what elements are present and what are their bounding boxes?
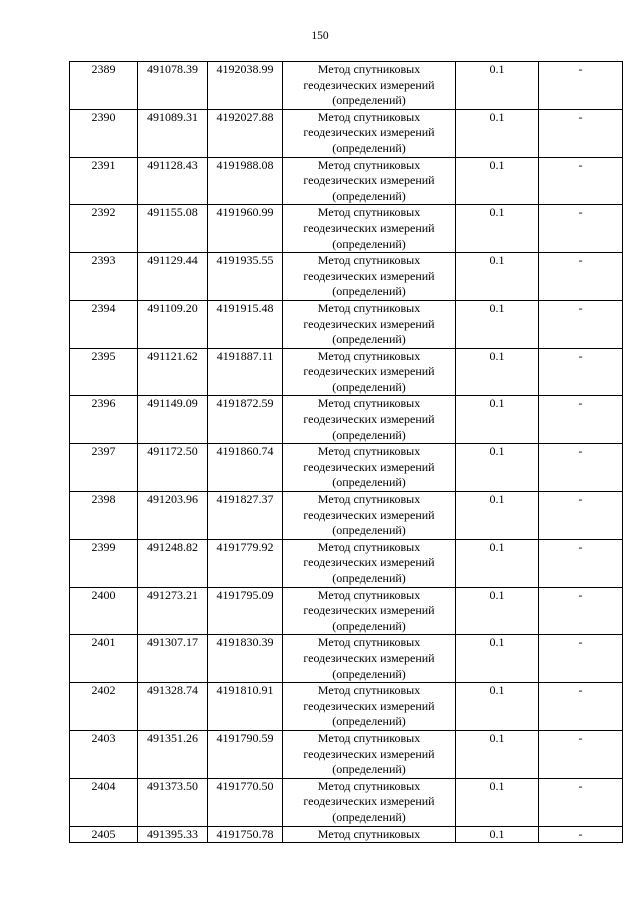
coordinate-x-cell: 491395.33 — [138, 826, 208, 843]
method-cell — [283, 205, 456, 253]
method-line: Метод спутниковых — [317, 826, 421, 841]
table-row — [70, 492, 623, 540]
method-line: Метод спутниковых — [317, 157, 421, 172]
method-line: Метод спутниковых — [317, 300, 421, 315]
description-cell: - — [539, 348, 623, 396]
accuracy-cell: 0.1 — [456, 587, 539, 635]
point-number-cell: 2395 — [70, 348, 138, 396]
description-cell: - — [539, 205, 623, 253]
coordinate-y-cell: 4191827.37 — [208, 492, 283, 540]
method-cell — [283, 157, 456, 205]
accuracy-cell: 0.1 — [456, 109, 539, 157]
description-cell: - — [539, 683, 623, 731]
method-line: Метод спутниковых — [317, 444, 421, 459]
coordinate-x-cell: 491149.09 — [138, 396, 208, 444]
coordinate-x-cell: 491129.44 — [138, 253, 208, 301]
method-line: Метод спутниковых — [317, 778, 421, 793]
point-number-cell: 2392 — [70, 205, 138, 253]
table-row — [70, 62, 623, 110]
method-line: Метод спутниковых — [317, 396, 421, 411]
accuracy-cell: 0.1 — [456, 683, 539, 731]
method-line: (определений) — [332, 666, 406, 681]
method-line: (определений) — [332, 762, 406, 777]
method-line: Метод спутниковых — [317, 683, 421, 698]
coordinate-y-cell: 4191795.09 — [208, 587, 283, 635]
point-number-cell: 2403 — [70, 730, 138, 778]
table-row — [70, 444, 623, 492]
description-cell: - — [539, 778, 623, 826]
coordinate-x-cell: 491078.39 — [138, 62, 208, 110]
coordinate-x-cell: 491351.26 — [138, 730, 208, 778]
table-row — [70, 348, 623, 396]
coordinate-y-cell: 4192027.88 — [208, 109, 283, 157]
method-cell — [283, 826, 456, 843]
description-cell: - — [539, 635, 623, 683]
coordinate-x-cell: 491248.82 — [138, 539, 208, 587]
method-line: геодезических измерений — [303, 316, 435, 331]
accuracy-cell: 0.1 — [456, 444, 539, 492]
method-line: (определений) — [332, 379, 406, 394]
method-line: геодезических измерений — [303, 507, 435, 522]
method-line: Метод спутниковых — [317, 730, 421, 745]
accuracy-cell: 0.1 — [456, 635, 539, 683]
method-cell — [283, 778, 456, 826]
method-cell — [283, 300, 456, 348]
accuracy-cell: 0.1 — [456, 778, 539, 826]
coordinate-y-cell: 4191779.92 — [208, 539, 283, 587]
point-number-cell: 2393 — [70, 253, 138, 301]
coordinates-table-body — [70, 62, 623, 843]
point-number-cell: 2389 — [70, 62, 138, 110]
table-row — [70, 539, 623, 587]
coordinate-y-cell: 4191872.59 — [208, 396, 283, 444]
point-number-cell: 2399 — [70, 539, 138, 587]
point-number-cell: 2397 — [70, 444, 138, 492]
description-cell: - — [539, 62, 623, 110]
point-number-cell: 2404 — [70, 778, 138, 826]
table-row — [70, 683, 623, 731]
coordinate-x-cell: 491128.43 — [138, 157, 208, 205]
method-line: геодезических измерений — [303, 459, 435, 474]
method-cell — [283, 348, 456, 396]
method-line: Метод спутниковых — [317, 635, 421, 650]
point-number-cell: 2396 — [70, 396, 138, 444]
method-line: (определений) — [332, 188, 406, 203]
point-number-cell: 2394 — [70, 300, 138, 348]
method-line: (определений) — [332, 140, 406, 155]
coordinate-x-cell: 491307.17 — [138, 635, 208, 683]
table-row — [70, 253, 623, 301]
method-cell — [283, 730, 456, 778]
method-line: геодезических измерений — [303, 77, 435, 92]
coordinate-y-cell: 4191810.91 — [208, 683, 283, 731]
table-row — [70, 300, 623, 348]
description-cell: - — [539, 109, 623, 157]
coordinate-y-cell: 4191887.11 — [208, 348, 283, 396]
accuracy-cell: 0.1 — [456, 492, 539, 540]
method-line: геодезических измерений — [303, 698, 435, 713]
method-line: геодезических измерений — [303, 650, 435, 665]
coordinate-y-cell: 4191830.39 — [208, 635, 283, 683]
coordinate-y-cell: 4191915.48 — [208, 300, 283, 348]
method-line: Метод спутниковых — [317, 253, 421, 268]
description-cell: - — [539, 539, 623, 587]
method-line: геодезических измерений — [303, 412, 435, 427]
coordinate-y-cell: 4191790.59 — [208, 730, 283, 778]
method-line: геодезических измерений — [303, 746, 435, 761]
coordinate-x-cell: 491121.62 — [138, 348, 208, 396]
method-line: (определений) — [332, 618, 406, 633]
method-line: (определений) — [332, 809, 406, 824]
coordinate-y-cell: 4191750.78 — [208, 826, 283, 843]
method-line: Метод спутниковых — [317, 348, 421, 363]
method-line: (определений) — [332, 475, 406, 490]
description-cell: - — [539, 444, 623, 492]
accuracy-cell: 0.1 — [456, 730, 539, 778]
method-cell — [283, 587, 456, 635]
method-line: (определений) — [332, 714, 406, 729]
method-line: Метод спутниковых — [317, 587, 421, 602]
method-line: (определений) — [332, 571, 406, 585]
coordinate-x-cell: 491273.21 — [138, 587, 208, 635]
table-row — [70, 396, 623, 444]
description-cell: - — [539, 300, 623, 348]
coordinate-x-cell: 491109.20 — [138, 300, 208, 348]
method-line: Метод спутниковых — [317, 62, 421, 76]
accuracy-cell: 0.1 — [456, 62, 539, 110]
method-cell — [283, 109, 456, 157]
page-number: 150 — [311, 30, 329, 42]
method-cell — [283, 635, 456, 683]
table-row — [70, 730, 623, 778]
method-line: Метод спутниковых — [317, 109, 421, 124]
method-line: (определений) — [332, 93, 406, 108]
description-cell: - — [539, 826, 623, 843]
point-number-cell: 2391 — [70, 157, 138, 205]
method-line: (определений) — [332, 284, 406, 299]
method-line: геодезических измерений — [303, 364, 435, 379]
method-cell — [283, 396, 456, 444]
method-cell — [283, 62, 456, 110]
coordinate-y-cell: 4191960.99 — [208, 205, 283, 253]
coordinate-y-cell: 4191935.55 — [208, 253, 283, 301]
description-cell: - — [539, 253, 623, 301]
point-number-cell: 2405 — [70, 826, 138, 843]
method-line: Метод спутниковых — [317, 205, 421, 220]
point-number-cell: 2401 — [70, 635, 138, 683]
method-cell — [283, 253, 456, 301]
point-number-cell: 2398 — [70, 492, 138, 540]
accuracy-cell: 0.1 — [456, 300, 539, 348]
coordinate-x-cell: 491155.08 — [138, 205, 208, 253]
accuracy-cell: 0.1 — [456, 205, 539, 253]
accuracy-cell: 0.1 — [456, 253, 539, 301]
coordinate-y-cell: 4191860.74 — [208, 444, 283, 492]
description-cell: - — [539, 730, 623, 778]
table-row — [70, 109, 623, 157]
method-line: геодезических измерений — [303, 220, 435, 235]
description-cell: - — [539, 396, 623, 444]
accuracy-cell: 0.1 — [456, 826, 539, 843]
method-cell — [283, 683, 456, 731]
table-row — [70, 826, 623, 843]
method-line: Метод спутниковых — [317, 492, 421, 507]
method-line: (определений) — [332, 523, 406, 538]
point-number-cell: 2400 — [70, 587, 138, 635]
method-line: (определений) — [332, 427, 406, 442]
accuracy-cell: 0.1 — [456, 539, 539, 587]
accuracy-cell: 0.1 — [456, 157, 539, 205]
coordinate-x-cell: 491373.50 — [138, 778, 208, 826]
method-line: (определений) — [332, 236, 406, 251]
table-row — [70, 635, 623, 683]
coordinate-x-cell: 491328.74 — [138, 683, 208, 731]
method-line: геодезических измерений — [303, 268, 435, 283]
method-cell — [283, 492, 456, 540]
coordinates-table — [69, 61, 623, 843]
method-line: (определений) — [332, 332, 406, 347]
coordinate-y-cell: 4191770.50 — [208, 778, 283, 826]
description-cell: - — [539, 157, 623, 205]
coordinate-y-cell: 4192038.99 — [208, 62, 283, 110]
table-row — [70, 205, 623, 253]
method-line: Метод спутниковых — [317, 539, 421, 554]
method-line: геодезических измерений — [303, 173, 435, 188]
accuracy-cell: 0.1 — [456, 348, 539, 396]
description-cell: - — [539, 492, 623, 540]
point-number-cell: 2402 — [70, 683, 138, 731]
coordinate-x-cell: 491203.96 — [138, 492, 208, 540]
method-line: геодезических измерений — [303, 603, 435, 618]
coordinate-y-cell: 4191988.08 — [208, 157, 283, 205]
method-line: геодезических измерений — [303, 794, 435, 809]
method-cell — [283, 539, 456, 587]
method-line: геодезических измерений — [303, 125, 435, 140]
method-cell — [283, 444, 456, 492]
coordinate-x-cell: 491172.50 — [138, 444, 208, 492]
point-number-cell: 2390 — [70, 109, 138, 157]
accuracy-cell: 0.1 — [456, 396, 539, 444]
method-line: геодезических измерений — [303, 555, 435, 570]
table-row — [70, 157, 623, 205]
description-cell: - — [539, 587, 623, 635]
table-row — [70, 778, 623, 826]
table-row — [70, 587, 623, 635]
coordinate-x-cell: 491089.31 — [138, 109, 208, 157]
